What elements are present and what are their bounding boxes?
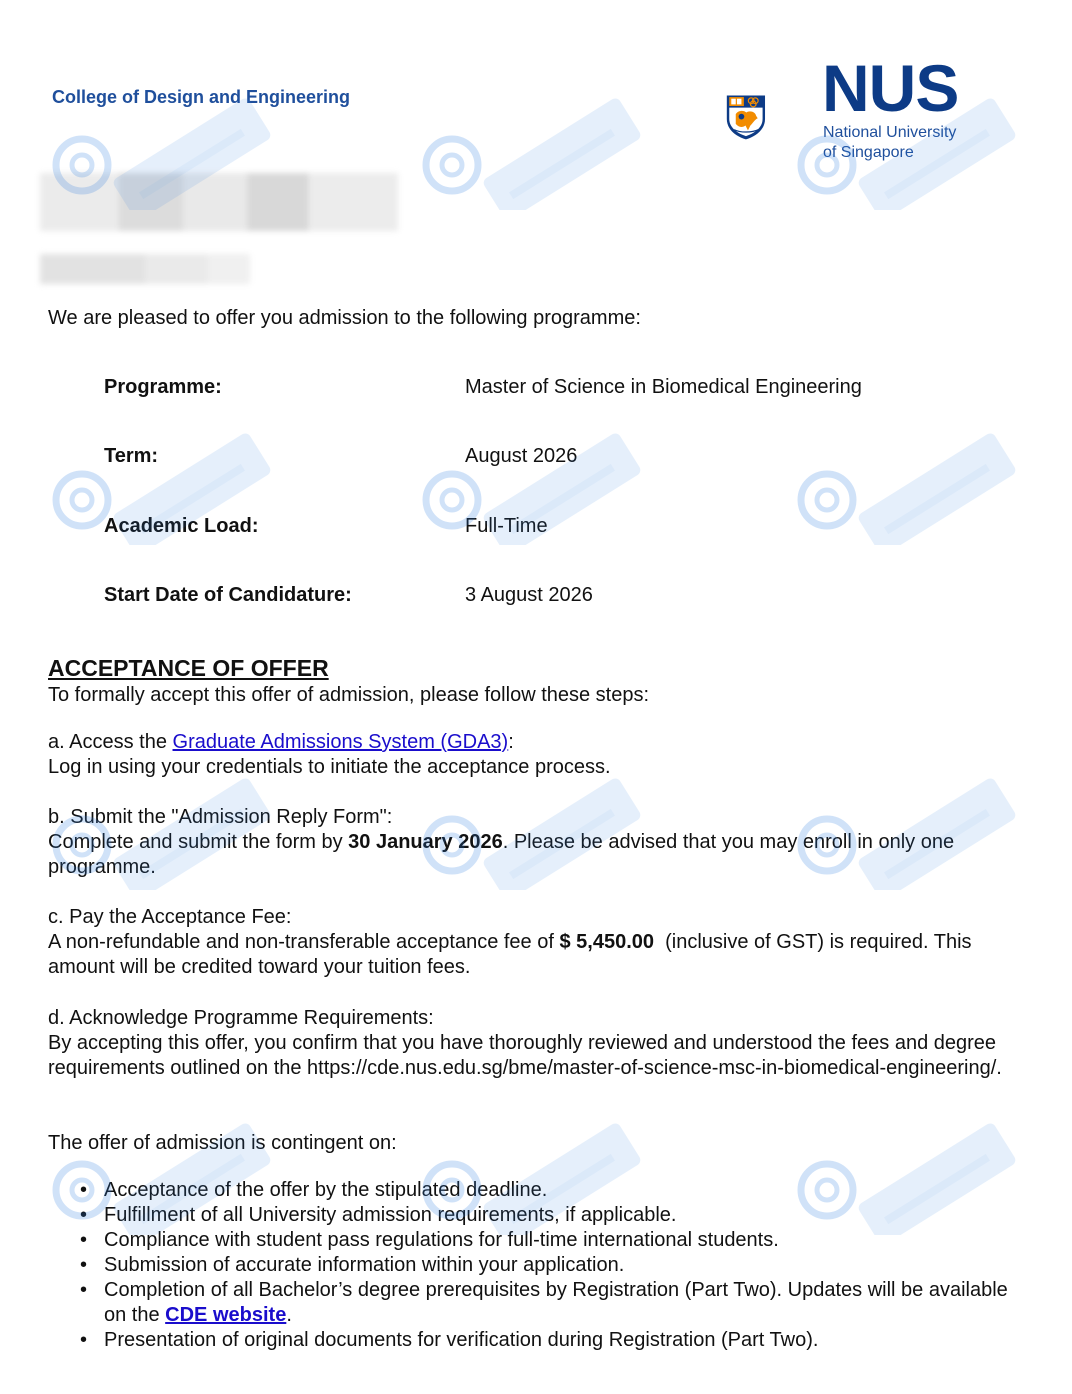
- nus-subtitle-line2: of Singapore: [823, 144, 914, 161]
- watermark-icon: [795, 375, 1025, 545]
- condition-item: • Submission of accurate information within your application.: [48, 1253, 1028, 1278]
- reply-deadline: 30 January 2026: [348, 831, 503, 853]
- acceptance-heading: ACCEPTANCE OF OFFER: [48, 655, 329, 681]
- step-c-body-pre: A non-refundable and non-transferable acceptance fee of: [48, 931, 560, 953]
- condition-item: • Compliance with student pass regulations for full-time international students.: [48, 1228, 1028, 1253]
- watermark-icon: [420, 40, 650, 210]
- start-date-label: Start Date of Candidature:: [104, 584, 352, 606]
- step-b-title: b. Submit the "Admission Reply Form":: [48, 806, 393, 828]
- step-a-body: Log in using your credentials to initiate the acceptance process.: [48, 756, 611, 778]
- condition-5-post: .: [286, 1304, 292, 1326]
- step-d-body: By accepting this offer, you confirm that you have thoroughly reviewed and understood the fees and degree requirements outlined on the https://cde.nus.edu.sg/bme/master-of-science-msc-in-biomedical-engineering/.: [48, 1032, 1002, 1079]
- programme-label: Programme:: [104, 376, 222, 398]
- start-date-value: 3 August 2026: [465, 584, 593, 606]
- acceptance-fee: $ 5,450.00: [559, 931, 655, 953]
- step-d-title: d. Acknowledge Programme Requirements:: [48, 1007, 434, 1029]
- condition-item: • Fulfillment of all University admission requirements, if applicable.: [48, 1203, 1028, 1228]
- term-value: August 2026: [465, 445, 578, 467]
- gda3-link[interactable]: Graduate Admissions System (GDA3): [172, 731, 509, 753]
- condition-item: • Presentation of original documents for verification during Registration (Part Two).: [48, 1328, 1028, 1353]
- academic-load-label: Academic Load:: [104, 515, 259, 537]
- step-c: [48, 905, 1028, 980]
- academic-load-value: Full-Time: [465, 515, 548, 537]
- condition-item: [48, 1278, 1028, 1328]
- step-a-suffix: :: [508, 731, 514, 753]
- nus-crest-icon: [726, 60, 826, 174]
- step-c-body-post: (inclusive of GST) is required. This amount will be credited toward your tuition fees.: [48, 931, 978, 978]
- redacted-id-block: [40, 254, 250, 284]
- acceptance-lead: To formally accept this offer of admission, please follow these steps:: [48, 684, 650, 706]
- condition-item: • Acceptance of the offer by the stipulated deadline.: [48, 1178, 1028, 1203]
- college-name: College of Design and Engineering: [52, 87, 351, 107]
- condition-5-pre: Completion of all Bachelor’s degree prerequisites by Registration (Part Two). Updates will be available on the: [104, 1279, 1008, 1326]
- step-b: [48, 805, 1028, 880]
- step-a-prefix: a. Access the: [48, 731, 173, 753]
- intro-text: We are pleased to offer you admission to the following programme:: [48, 307, 641, 329]
- redacted-name-block: [40, 173, 398, 231]
- nus-subtitle-line1: National University: [823, 124, 957, 141]
- nus-subtitle: [823, 123, 956, 163]
- nus-wordmark: NUS: [822, 51, 959, 125]
- programme-value: Master of Science in Biomedical Engineering: [465, 376, 862, 398]
- step-b-body-pre: Complete and submit the form by: [48, 831, 349, 853]
- cde-website-link[interactable]: CDE website: [165, 1304, 287, 1326]
- term-label: Term:: [104, 445, 159, 467]
- conditions-lead: The offer of admission is contingent on:: [48, 1132, 397, 1154]
- step-d: [48, 1006, 1028, 1081]
- step-c-title: c. Pay the Acceptance Fee:: [48, 906, 292, 928]
- conditions-list: [48, 1178, 1028, 1353]
- step-b-body-post: . Please be advised that you may enroll in only one programme.: [48, 831, 955, 878]
- step-a: [48, 730, 1028, 780]
